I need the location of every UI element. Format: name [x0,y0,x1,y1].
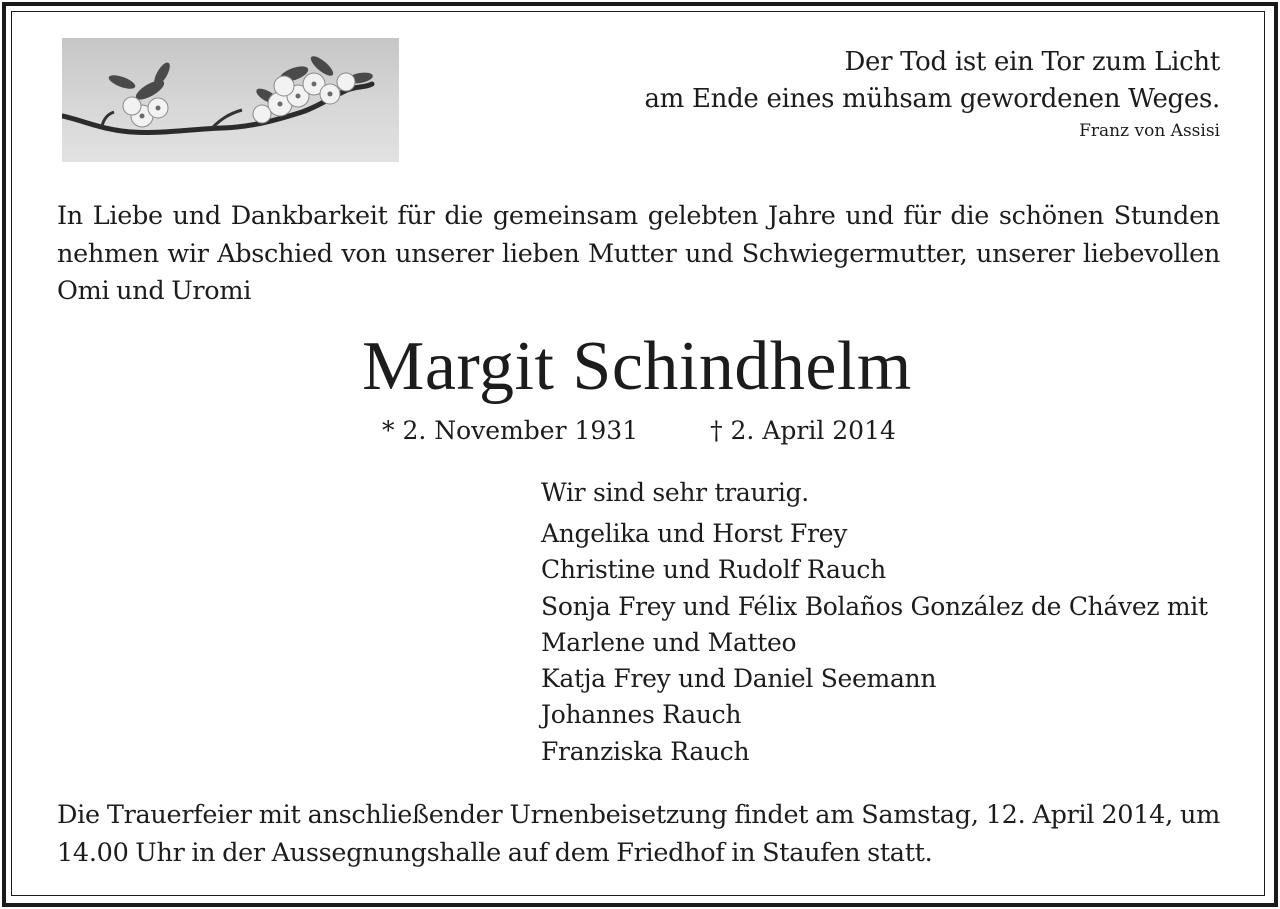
mourner-entry: Katja Frey und Daniel Seemann [541,664,937,694]
death-date: † 2. April 2014 [710,416,896,445]
life-dates [382,413,896,449]
funeral-details: Die Trauerfeier mit anschließender Urnenbeisetzung findet am Samstag, 12. April 2014, um 14.00 Uhr in der Aussegnungshalle auf dem Friedhof in Staufen statt. [57,800,1220,868]
mourners-list [541,474,1208,770]
mourner-entry: Johannes Rauch [541,700,742,730]
quote-line: Der Tod ist ein Tor zum Licht [844,47,1220,77]
mourners-lead: Wir sind sehr traurig. [541,478,809,507]
quote-line: am Ende eines mühsam gewordenen Weges. [644,84,1220,114]
quote-author: Franz von Assisi [1079,121,1220,141]
mourner-entry: Angelika und Horst Frey [541,519,848,548]
mourner-entry: Marlene und Matteo [541,627,797,657]
mourner-entry: Franziska Rauch [541,736,750,766]
blossom-branch-icon [62,38,399,162]
deceased-name: Margit Schindhelm [362,328,912,405]
mourner-entry: Christine und Rudolf Rauch [541,555,886,585]
quote-block [644,44,1220,142]
mourner-entry: Sonja Frey und Félix Bolaños González de Chávez mit [541,591,1208,621]
blossom-branch-photo [62,38,399,162]
birth-date: * 2. November 1931 [382,416,639,445]
intro-text: In Liebe und Dankbarkeit für die gemeinsam gelebten Jahre und für die schönen Stunden nehmen wir Abschied von unserer lieben Mutter und Schwiegermutter, unserer liebevollen Omi und Uromi [57,201,1220,306]
